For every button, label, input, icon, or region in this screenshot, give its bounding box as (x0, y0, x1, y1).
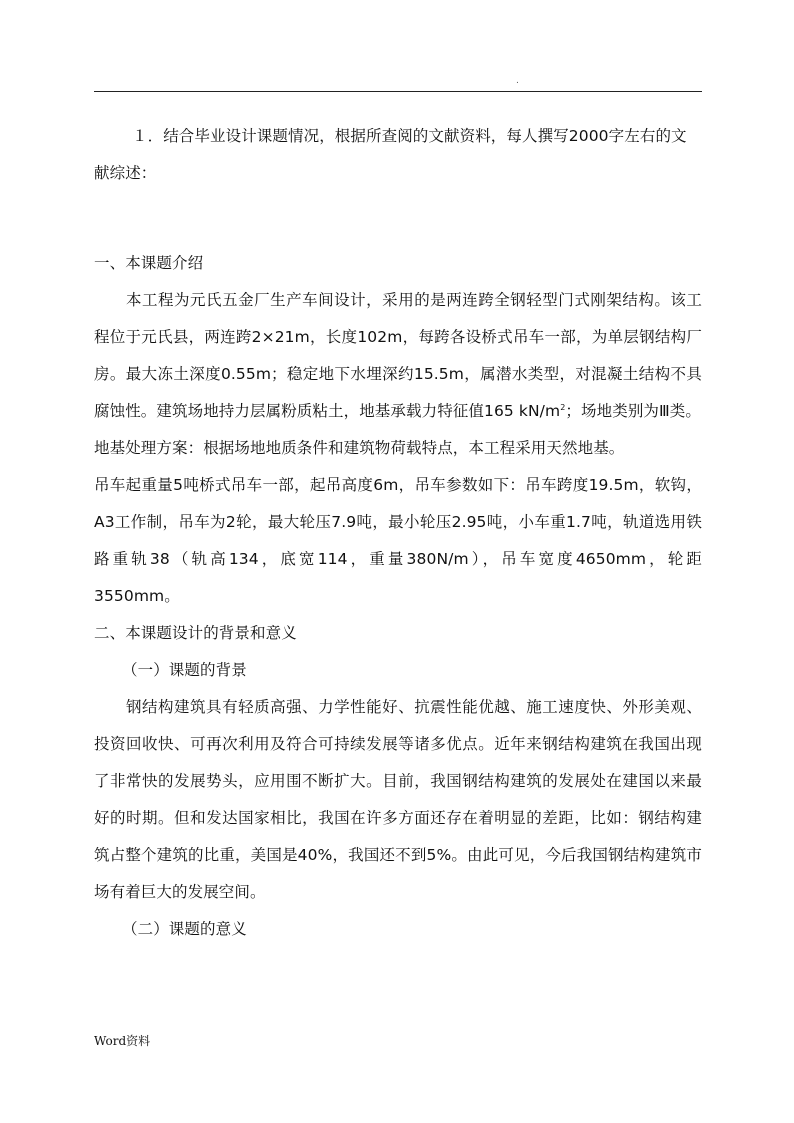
intro-line-1: １．结合毕业设计课题情况，根据所查阅的文献资料，每人撰写2000字左右的文 (132, 127, 687, 145)
subsection-2-heading: （二）课题的意义 (122, 920, 247, 938)
section-1-heading: 一、本课题介绍 (94, 254, 204, 272)
intro-instruction (94, 118, 702, 192)
section-1-paragraph-2: 地基处理方案：根据场地地质条件和建筑物荷载特点，本工程采用天然地基。 (94, 439, 625, 457)
intro-line-2: 献综述： (94, 164, 157, 182)
superscript-2: 2 (560, 403, 566, 412)
section-1-paragraph-1 (94, 282, 702, 430)
header-mark: . (516, 76, 519, 86)
section-1-paragraph-3: 吊车起重量5吨桥式吊车一部，起吊高度6m，吊车参数如下：吊车跨度19.5m，软钩，A3工作制，吊车为2轮，最大轮压7.9吨，最小轮压2.95吨，小车重1.7吨，轨道选用铁路重轨38（轨高134，底宽114，重量380N/m），吊车宽度4650mm，轮距3550mm。 (94, 476, 702, 605)
paragraph-text: 本工程为元氏五金厂生产车间设计，采用的是两连跨全钢轻型门式刚架结构。该工程位于元氏县，两连跨2×21m，长度102m，每跨各设桥式吊车一部，为单层钢结构厂房。最大冻土深度0.55m；稳定地下水埋深约15.5m，属潜水类型，对混凝土结构不具腐蚀性。建筑场地持力层属粉质粘土，地基承载力特征值165 kN/m (94, 291, 702, 420)
subsection-1-paragraph: 钢结构建筑具有轻质高强、力学性能好、抗震性能优越、施工速度快、外形美观、投资回收快、可再次利用及符合可持续发展等诸多优点。近年来钢结构建筑在我国出现了非常快的发展势头，应用围不断扩大。目前，我国钢结构建筑的发展处在建国以来最好的时期。但和发达国家相比，我国在许多方面还存在着明显的差距，比如：钢结构建筑占整个建筑的比重，美国是40%，我国还不到5%。由此可见，今后我国钢结构建筑市场有着巨大的发展空间。 (94, 698, 702, 901)
subsection-1-heading: （一）课题的背景 (122, 661, 247, 679)
footer-label: Word资料 (94, 1034, 151, 1048)
header-rule (94, 91, 702, 92)
section-2-heading: 二、本课题设计的背景和意义 (94, 624, 297, 642)
document-body (94, 118, 702, 948)
paragraph-text-end: ；场地类别为Ⅲ类。 (565, 402, 702, 420)
